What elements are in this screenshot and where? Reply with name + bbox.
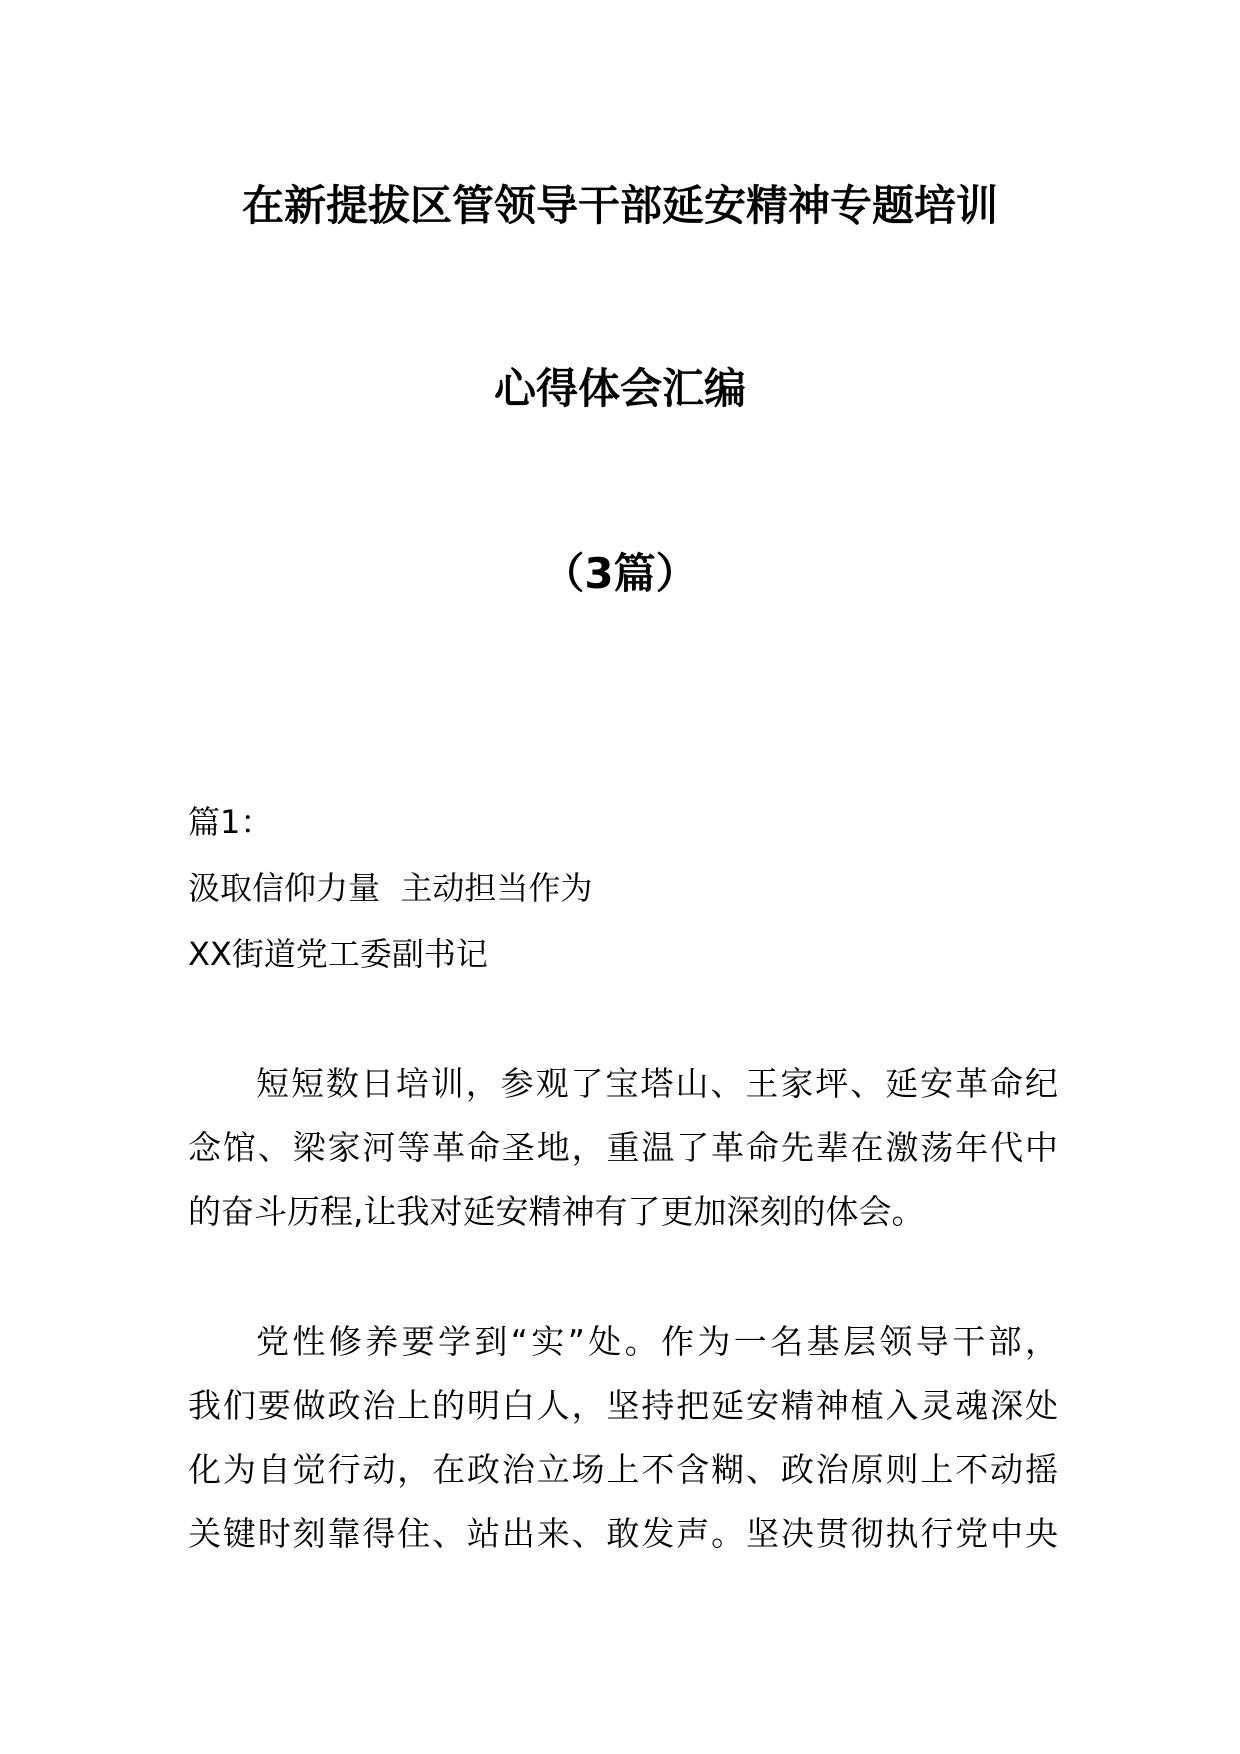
paragraph-2-line: 党性修养要学到“实”处。作为一名基层领导干部， <box>256 1322 1058 1361</box>
paragraph-2 <box>188 1310 1058 1566</box>
document-title-line-1: 在新提拔区管领导干部延安精神专题培训 <box>241 181 998 230</box>
article-heading: 汲取信仰力量 主动担当作为 <box>188 869 593 907</box>
paragraph-1 <box>188 1052 1058 1244</box>
document-title-count: （3篇） <box>542 549 698 598</box>
paragraph-1-line: 念馆、梁家河等革命圣地，重温了革命先辈在激荡年代中 <box>188 1128 1058 1167</box>
article-label: 篇1： <box>188 803 273 841</box>
paragraph-2-line: 关键时刻靠得住、站出来、敢发声。坚决贯彻执行党中央 <box>188 1514 1058 1553</box>
paragraph-1-line: 的奋斗历程,让我对延安精神有了更加深刻的体会。 <box>188 1192 925 1231</box>
paragraph-2-line: 化为自觉行动，在政治立场上不含糊、政治原则上不动摇 <box>188 1450 1058 1489</box>
document-title-line-2: 心得体会汇编 <box>493 364 746 413</box>
paragraph-2-line: 我们要做政治上的明白人，坚持把延安精神植入灵魂深处 <box>188 1386 1058 1425</box>
paragraph-1-line: 短短数日培训，参观了宝塔山、王家坪、延安革命纪 <box>256 1064 1058 1103</box>
article-author: XX街道党工委副书记 <box>188 935 488 973</box>
